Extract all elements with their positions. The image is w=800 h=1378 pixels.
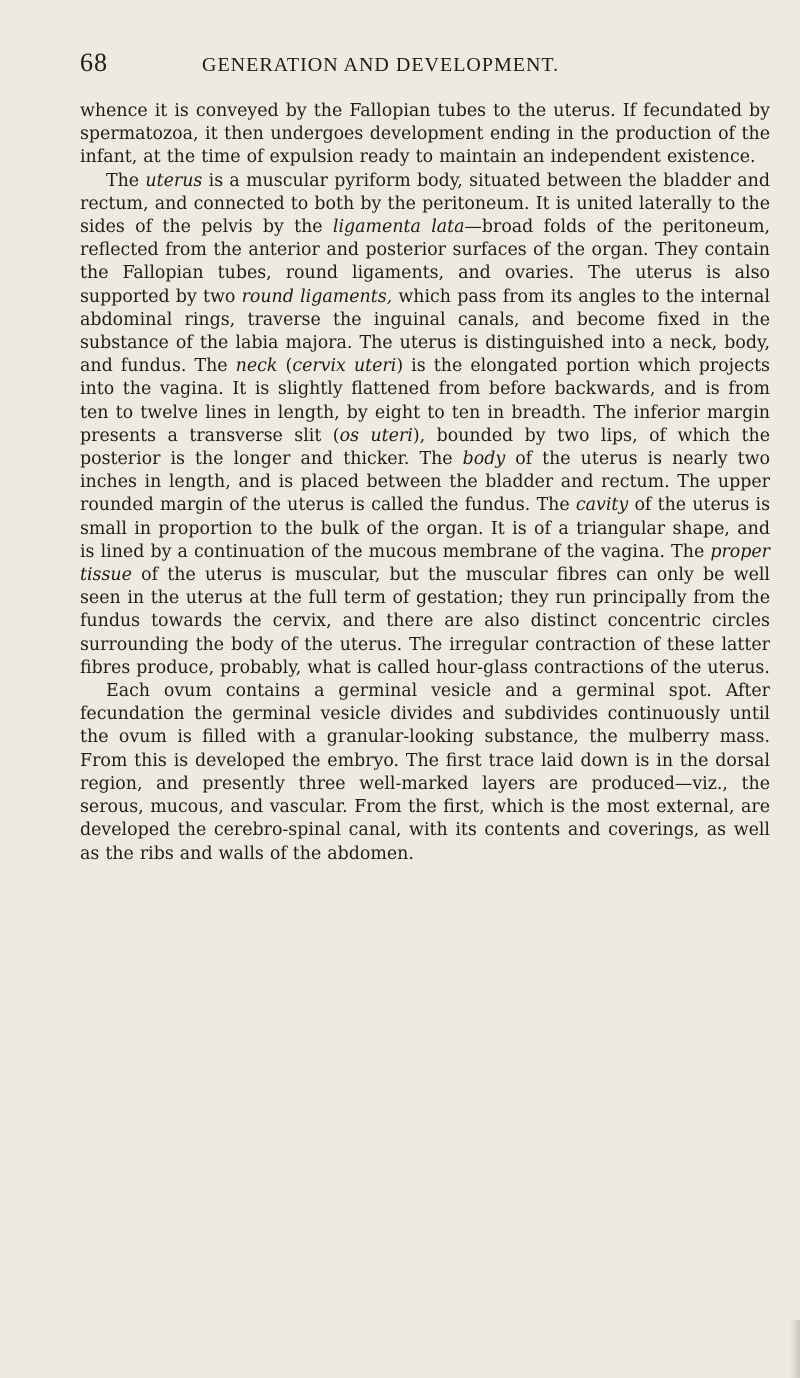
text-segment: ), bounded by two lips, of which the posterior is the longer and thicker. The [80,425,770,470]
text-segment: of the uterus is small in proportion to the bulk of the organ. It is of a triangular shape, and is lined by a continuation of the mucous membrane of the vagina. The [80,495,770,562]
italic-term: cervix uteri [292,356,397,377]
italic-term: uterus [145,170,203,191]
italic-term: neck [235,356,278,377]
paragraph-1 [80,100,770,170]
paragraph-3-text: Each ovum contains a germinal vesicle and a germinal spot. After fecundation the germinal vesicle divides and subdivides continuously until the ovum is filled with a granular-looking substance, the mulberry mass. From this is developed the embryo. The first trace laid down is in the dorsal region, and presently three well-marked layers are produced—viz., the serous, mucous, and vascular. From the first, which is the most external, are developed the cerebro-spinal canal, with its contents and coverings, as well as the ribs and walls of the abdomen. [80,681,770,864]
book-page [80,48,770,866]
paragraph-1-text: whence it is conveyed by the Fallopian tubes to the uterus. If fecundated by spermatozoa, it then undergoes development ending in the production of the infant, at the time of expulsion ready to maintain an independent existence. [80,101,770,168]
text-segment: The [106,170,146,191]
text-segment: is a muscular pyriform body, situated between the bladder and rectum, and connected to both by the peritoneum. It is united laterally to the sides of the pelvis by the [80,170,771,238]
text-segment: —broad folds of the peritoneum, reflected from the anterior and posterior surfaces of the organ. They contain the Fallopian tubes, round ligaments, and ovaries. The uterus is also supported by two [80,217,770,307]
running-head: GENERATION AND DEVELOPMENT. [202,54,560,76]
italic-term: round ligaments, [241,286,393,307]
text-segment: which pass from its angles to the internal abdominal rings, traverse the inguinal canals, and become fixed in the substance of the labia majora. The uterus is distinguished into a neck, body, and fundus. The [80,286,770,377]
page-edge-shadow [790,1320,800,1378]
paragraph-2 [80,170,770,680]
italic-term: proper tissue [80,541,770,586]
page-number: 68 [80,48,108,77]
italic-term: ligamenta lata [332,217,465,238]
italic-term: cavity [575,495,629,516]
text-segment: of the uterus is muscular, but the muscular fibres can only be well seen in the uterus at the full term of gestation; they run principally from the fundus towards the cervix, and there are also distinct concentric circles surrounding the body of the uterus. The irregular contraction of these latter fibres produce, probably, what is called hour-glass contractions of the uterus. [80,565,770,678]
italic-term: os uteri [339,425,413,446]
text-segment: ( [277,356,293,377]
text-segment: of the uterus is nearly two inches in length, and is placed between the bladder and rectum. The upper rounded margin of the uterus is called the fundus. The [80,449,771,516]
text-segment: ) is the elongated portion which projects into the vagina. It is slightly flattened from before backwards, and is from ten to twelve lines in length, by eight to ten in breadth. The inferior margin presents a transverse slit ( [80,356,770,446]
page-header [80,48,770,88]
paragraph-3 [80,680,770,866]
body-text [80,100,770,866]
italic-term: body [462,449,506,470]
